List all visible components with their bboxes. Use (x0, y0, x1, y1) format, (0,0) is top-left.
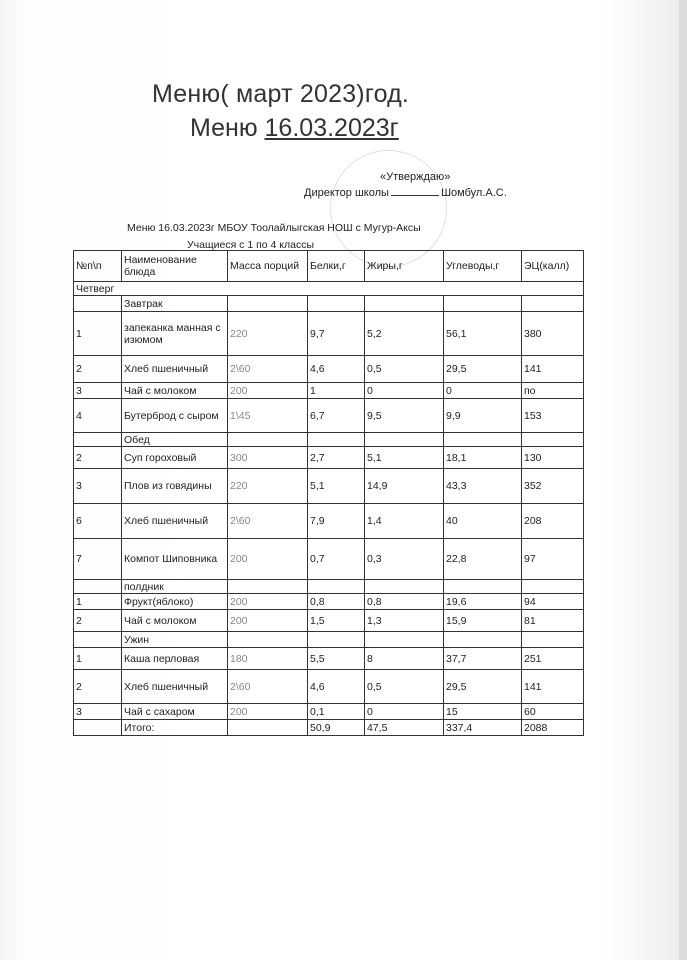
cell-number: 2 (74, 670, 122, 704)
cell-dish: Каша перловая (122, 648, 228, 670)
section-row (74, 433, 584, 447)
table-row (74, 648, 584, 670)
header-row (74, 251, 584, 282)
cell-protein: 6,7 (308, 399, 365, 433)
cell-mass: 2\60 (228, 670, 308, 704)
cell-carbs: 43,3 (444, 469, 522, 504)
cell-mass: 220 (228, 469, 308, 504)
col-header-fat: Жиры,г (365, 251, 444, 282)
cell-mass: 1\45 (228, 399, 308, 433)
section-label: Ужин (122, 632, 228, 648)
cell-fat: 0 (365, 383, 444, 399)
cell-mass: 200 (228, 594, 308, 610)
section-label: Завтрак (122, 296, 228, 312)
table-row (74, 312, 584, 356)
day-row (74, 282, 584, 296)
table-row (74, 399, 584, 433)
cell-carbs: 19,6 (444, 594, 522, 610)
cell-number: 7 (74, 539, 122, 580)
cell-dish: Чай с молоком (122, 610, 228, 632)
cell-fat: 0,3 (365, 539, 444, 580)
cell-number: 1 (74, 648, 122, 670)
cell-number: 6 (74, 504, 122, 539)
table-row (74, 469, 584, 504)
cell-fat: 9,5 (365, 399, 444, 433)
director-name: Шомбул.А.С. (440, 187, 507, 199)
col-header-dish: Наименование блюда (122, 251, 228, 282)
page-title: Меню( март 2023)год. (152, 80, 410, 108)
cell-mass: 180 (228, 648, 308, 670)
cell-protein: 0,1 (308, 704, 365, 720)
cell-number: 2 (74, 356, 122, 383)
cell-kcal: 141 (522, 356, 584, 383)
cell-dish: Хлеб пшеничный (122, 504, 228, 539)
cell-dish: Плов из говядины (122, 469, 228, 504)
cell-dish: Хлеб пшеничный (122, 356, 228, 383)
total-kcal: 2088 (522, 720, 584, 736)
cell-fat: 5,2 (365, 312, 444, 356)
cell-kcal: по (522, 383, 584, 399)
cell-kcal: 81 (522, 610, 584, 632)
cell-fat: 1,4 (365, 504, 444, 539)
table-row (74, 539, 584, 580)
signature (391, 195, 439, 196)
col-header-kcal: ЭЦ(калл) (522, 251, 584, 282)
col-header-mass: Масса порций (228, 251, 308, 282)
cell-mass: 200 (228, 383, 308, 399)
page-date-title (190, 114, 399, 143)
section-label: Обед (122, 433, 228, 447)
cell-mass: 2\60 (228, 504, 308, 539)
director-signature-line (304, 187, 507, 199)
cell-protein: 7,9 (308, 504, 365, 539)
approval-mark: «Утверждаю» (380, 171, 451, 183)
cell-mass: 2\60 (228, 356, 308, 383)
menu-table (73, 250, 584, 736)
cell-dish: Компот Шиповника (122, 539, 228, 580)
cell-number: 3 (74, 383, 122, 399)
cell-fat: 0 (365, 704, 444, 720)
table-row (74, 356, 584, 383)
total-label: Итого: (122, 720, 228, 736)
cell-number: 3 (74, 469, 122, 504)
cell-protein: 0,8 (308, 594, 365, 610)
total-row (74, 720, 584, 736)
date-title-prefix: Меню (190, 114, 258, 142)
cell-fat: 1,3 (365, 610, 444, 632)
section-row (74, 296, 584, 312)
cell-protein: 4,6 (308, 670, 365, 704)
cell-number: 3 (74, 704, 122, 720)
cell-dish: запеканка манная с изюмом (122, 312, 228, 356)
table-row (74, 504, 584, 539)
menu-subtitle: Меню 16.03.2023г МБОУ Тоолайлыгская НОШ с Мугур-Аксы (127, 222, 421, 234)
total-carbs: 337,4 (444, 720, 522, 736)
cell-protein: 5,1 (308, 469, 365, 504)
cell-mass: 300 (228, 447, 308, 469)
cell-mass: 200 (228, 539, 308, 580)
cell-number: 2 (74, 610, 122, 632)
cell-fat: 5,1 (365, 447, 444, 469)
cell-kcal: 60 (522, 704, 584, 720)
cell-fat: 0,8 (365, 594, 444, 610)
table-row (74, 610, 584, 632)
col-header-protein: Белки,г (308, 251, 365, 282)
cell-carbs: 18,1 (444, 447, 522, 469)
cell-mass: 200 (228, 610, 308, 632)
cell-kcal: 94 (522, 594, 584, 610)
cell-carbs: 15,9 (444, 610, 522, 632)
pupils-line: Учащиеся с 1 по 4 классы (187, 239, 315, 251)
col-header-carbs: Углеводы,г (444, 251, 522, 282)
cell-carbs: 15 (444, 704, 522, 720)
col-header-number: №п\п (74, 251, 122, 282)
cell-protein: 1,5 (308, 610, 365, 632)
cell-protein: 9,7 (308, 312, 365, 356)
cell-dish: Чай с сахаром (122, 704, 228, 720)
cell-mass: 220 (228, 312, 308, 356)
cell-kcal: 380 (522, 312, 584, 356)
cell-carbs: 29,5 (444, 356, 522, 383)
cell-fat: 0,5 (365, 670, 444, 704)
total-fat: 47,5 (365, 720, 444, 736)
table-row (74, 383, 584, 399)
cell-number: 4 (74, 399, 122, 433)
cell-kcal: 130 (522, 447, 584, 469)
cell-fat: 8 (365, 648, 444, 670)
date-title-value: 16.03.2023г (264, 114, 399, 142)
cell-carbs: 9,9 (444, 399, 522, 433)
cell-fat: 14,9 (365, 469, 444, 504)
section-label: полдник (122, 580, 228, 594)
cell-protein: 4,6 (308, 356, 365, 383)
cell-dish: Хлеб пшеничный (122, 670, 228, 704)
section-row (74, 632, 584, 648)
cell-number: 1 (74, 594, 122, 610)
cell-carbs: 40 (444, 504, 522, 539)
cell-dish: Чай с молоком (122, 383, 228, 399)
cell-carbs: 0 (444, 383, 522, 399)
cell-carbs: 56,1 (444, 312, 522, 356)
cell-protein: 5,5 (308, 648, 365, 670)
day-label: Четверг (74, 282, 584, 296)
cell-carbs: 37,7 (444, 648, 522, 670)
cell-kcal: 153 (522, 399, 584, 433)
page-edge-shadow (679, 0, 687, 960)
cell-carbs: 29,5 (444, 670, 522, 704)
cell-dish: Суп гороховый (122, 447, 228, 469)
cell-kcal: 97 (522, 539, 584, 580)
cell-protein: 0,7 (308, 539, 365, 580)
table-row (74, 670, 584, 704)
cell-number: 2 (74, 447, 122, 469)
cell-kcal: 141 (522, 670, 584, 704)
cell-mass: 200 (228, 704, 308, 720)
director-label: Директор школы (304, 187, 389, 199)
cell-protein: 2,7 (308, 447, 365, 469)
cell-kcal: 251 (522, 648, 584, 670)
cell-kcal: 208 (522, 504, 584, 539)
table-row (74, 447, 584, 469)
section-row (74, 580, 584, 594)
total-protein: 50,9 (308, 720, 365, 736)
table-row (74, 704, 584, 720)
table-row (74, 594, 584, 610)
cell-kcal: 352 (522, 469, 584, 504)
cell-number: 1 (74, 312, 122, 356)
cell-carbs: 22,8 (444, 539, 522, 580)
cell-fat: 0,5 (365, 356, 444, 383)
cell-protein: 1 (308, 383, 365, 399)
cell-dish: Фрукт(яблоко) (122, 594, 228, 610)
cell-dish: Бутерброд с сыром (122, 399, 228, 433)
